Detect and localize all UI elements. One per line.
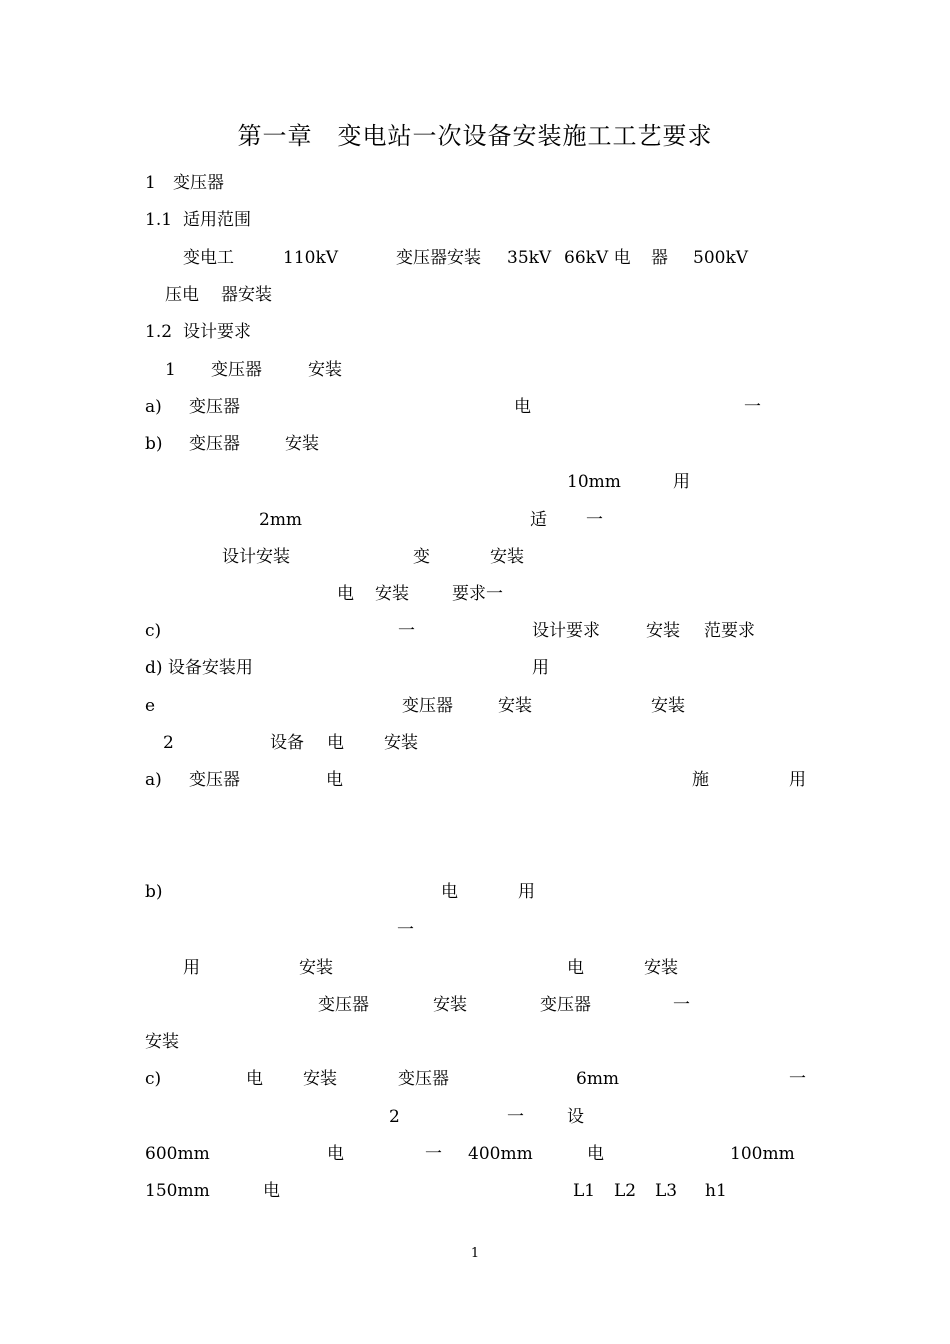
text-fragment: 2	[389, 1107, 400, 1127]
text-fragment: 变电工	[183, 248, 234, 268]
text-line	[0, 1105, 950, 1133]
text-fragment: 安装	[384, 733, 418, 753]
text-fragment: b)	[145, 434, 163, 454]
text-line	[0, 208, 950, 236]
text-line	[0, 619, 950, 647]
text-fragment: 用	[532, 658, 549, 678]
text-fragment: 电	[514, 397, 531, 417]
text-fragment: 变	[413, 547, 430, 567]
text-fragment: 变压器	[318, 995, 369, 1015]
text-fragment: 电	[327, 1144, 344, 1164]
text-fragment: 用	[789, 770, 806, 790]
text-fragment: b)	[145, 882, 163, 902]
text-fragment: 变压器	[173, 173, 224, 193]
page-title: 第一章 变电站一次设备安装施工工艺要求	[237, 122, 713, 150]
text-fragment: 安装	[490, 547, 524, 567]
text-fragment: 适	[530, 510, 547, 530]
text-fragment: 电	[263, 1181, 280, 1201]
text-fragment: 设备	[270, 733, 304, 753]
text-fragment: 器安装	[221, 285, 272, 305]
text-fragment: 施	[692, 770, 709, 790]
text-fragment: 6mm	[576, 1069, 620, 1089]
page-number: 1	[470, 1246, 480, 1261]
text-line	[0, 731, 950, 759]
text-fragment: 安装	[303, 1069, 337, 1089]
text-fragment: 变压器安装	[396, 248, 481, 268]
text-fragment: 安装	[145, 1032, 179, 1052]
text-fragment: 变压器	[189, 397, 240, 417]
text-fragment: 范要求	[704, 621, 755, 641]
text-fragment: 一	[398, 621, 415, 641]
text-fragment: 用	[673, 472, 690, 492]
text-line	[0, 1030, 950, 1058]
text-fragment: 设	[567, 1107, 584, 1127]
text-fragment: 安装	[498, 696, 532, 716]
text-line	[0, 470, 950, 498]
text-fragment: 安装	[299, 958, 333, 978]
text-fragment: 1	[145, 173, 156, 193]
text-fragment: 变压器	[540, 995, 591, 1015]
text-fragment: 电	[441, 882, 458, 902]
text-line	[0, 1179, 950, 1207]
text-fragment: 110kV	[283, 248, 339, 268]
text-fragment: d) 设备安装用	[145, 658, 253, 678]
text-line	[0, 320, 950, 348]
text-fragment: e	[145, 696, 156, 716]
text-fragment: 设计要求	[532, 621, 600, 641]
text-fragment: 600mm	[145, 1144, 210, 1164]
text-fragment: 1.1	[145, 210, 173, 230]
text-fragment: 400mm	[468, 1144, 533, 1164]
text-line	[0, 956, 950, 984]
text-fragment: L1	[573, 1181, 596, 1201]
text-fragment: 用	[183, 958, 200, 978]
text-fragment: 适用范围	[183, 210, 251, 230]
text-fragment: 一	[744, 397, 761, 417]
text-fragment: 1	[165, 360, 176, 380]
text-line	[0, 656, 950, 684]
text-fragment: a)	[145, 397, 162, 417]
text-line	[0, 545, 950, 573]
text-line	[0, 508, 950, 536]
text-fragment: 电	[587, 1144, 604, 1164]
text-line	[0, 395, 950, 423]
text-line	[0, 582, 950, 610]
text-fragment: 电	[567, 958, 584, 978]
text-fragment: 变压器	[211, 360, 262, 380]
text-fragment: 100mm	[730, 1144, 795, 1164]
text-fragment: 电	[337, 584, 354, 604]
text-fragment: 35kV	[507, 248, 552, 268]
text-fragment: 一	[673, 995, 690, 1015]
text-fragment: c)	[145, 1069, 162, 1089]
text-fragment: 一	[789, 1069, 806, 1089]
text-fragment: 电	[326, 770, 343, 790]
text-fragment: L2	[614, 1181, 637, 1201]
text-fragment: h1	[705, 1181, 727, 1201]
text-fragment: 变压器	[398, 1069, 449, 1089]
text-fragment: 要求一	[452, 584, 503, 604]
text-line	[0, 358, 950, 386]
text-fragment: 变压器	[402, 696, 453, 716]
text-fragment: 安装	[646, 621, 680, 641]
text-fragment: 1.2	[145, 322, 173, 342]
text-fragment: 一	[425, 1144, 442, 1164]
text-fragment: 2	[163, 733, 174, 753]
text-line	[0, 694, 950, 722]
text-line	[0, 432, 950, 460]
text-fragment: 安装	[433, 995, 467, 1015]
text-fragment: 设计安装	[222, 547, 290, 567]
text-line	[0, 1067, 950, 1095]
text-fragment: 500kV	[693, 248, 749, 268]
text-fragment: 电	[246, 1069, 263, 1089]
text-fragment: 150mm	[145, 1181, 210, 1201]
text-fragment: 一	[507, 1107, 524, 1127]
text-fragment: 一	[586, 510, 603, 530]
text-fragment: 安装	[644, 958, 678, 978]
text-line	[0, 283, 950, 311]
text-line	[0, 1142, 950, 1170]
text-fragment: 66kV 电	[564, 248, 631, 268]
text-fragment: 安装	[651, 696, 685, 716]
text-fragment: 安装	[308, 360, 342, 380]
text-fragment: 一	[397, 920, 414, 940]
text-fragment: 电	[327, 733, 344, 753]
text-fragment: 10mm	[567, 472, 621, 492]
text-fragment: 设计要求	[183, 322, 251, 342]
text-fragment: 变压器	[189, 770, 240, 790]
text-fragment: c)	[145, 621, 162, 641]
text-line	[0, 993, 950, 1021]
text-fragment: 安装	[375, 584, 409, 604]
text-fragment: a)	[145, 770, 162, 790]
text-line	[0, 880, 950, 908]
text-line	[0, 918, 950, 946]
text-line	[0, 246, 950, 274]
text-fragment: L3	[655, 1181, 678, 1201]
text-fragment: 2mm	[259, 510, 303, 530]
text-line	[0, 171, 950, 199]
text-fragment: 变压器	[189, 434, 240, 454]
text-fragment: 安装	[285, 434, 319, 454]
text-fragment: 用	[518, 882, 535, 902]
text-fragment: 压电	[165, 285, 199, 305]
text-line	[0, 768, 950, 796]
text-fragment: 器	[651, 248, 668, 268]
